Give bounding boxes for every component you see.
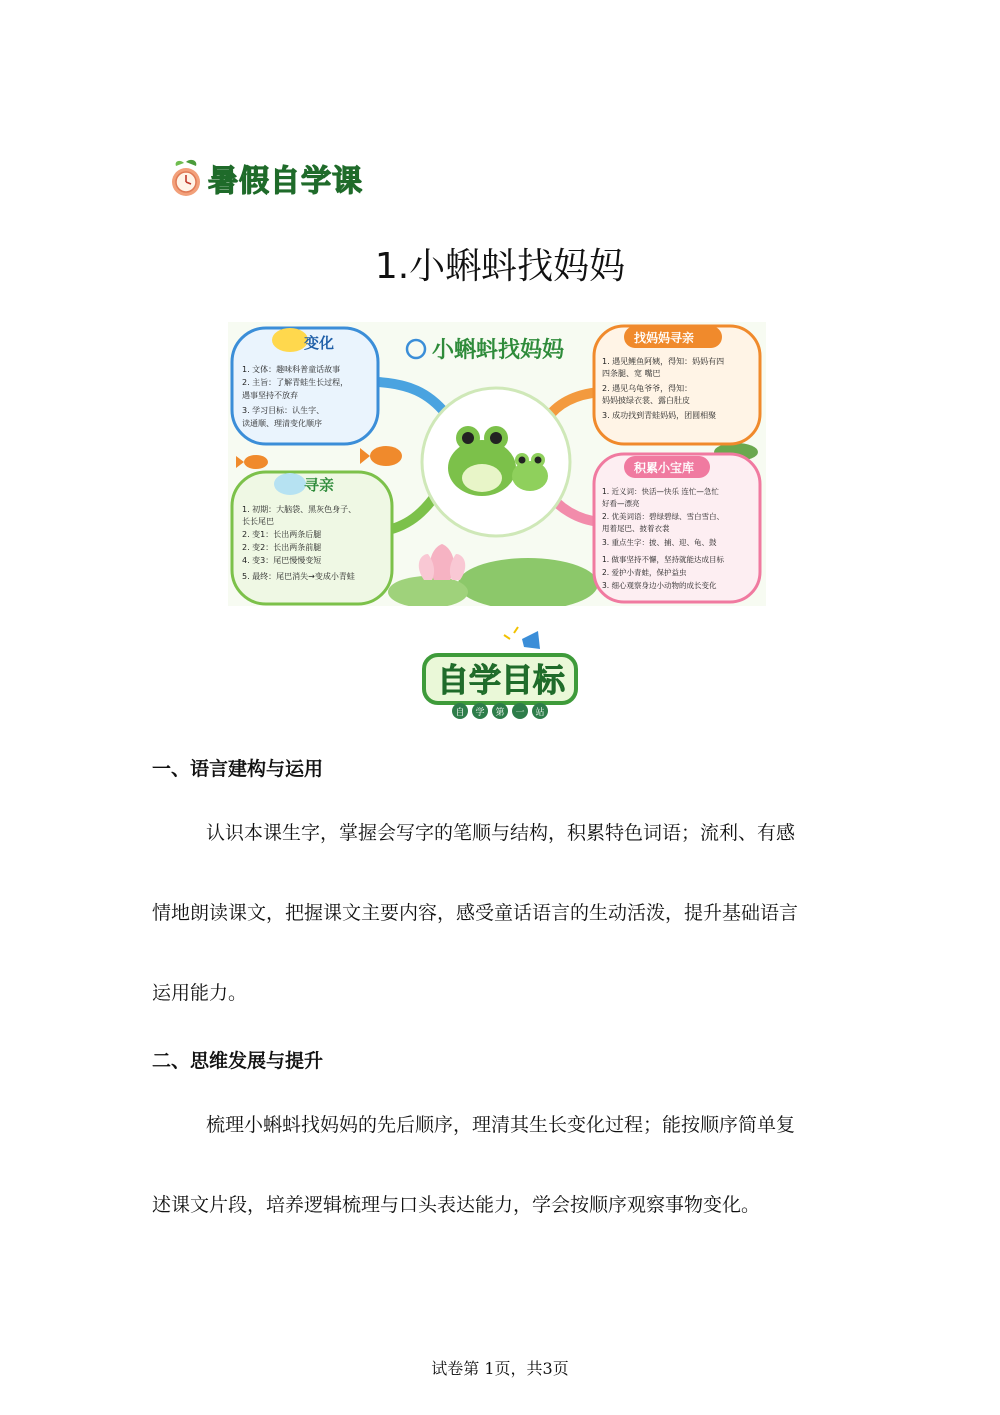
logo-text: 暑假自学课 bbox=[208, 164, 363, 199]
xunqin-line: 1. 初期：大脑袋、黑灰色身子、 bbox=[242, 505, 357, 514]
bianhua-heading: 变化 bbox=[304, 334, 335, 352]
badge-char: 学 bbox=[475, 708, 485, 718]
zhaomama-line: 1. 遇见鲤鱼阿姨，得知：妈妈有四 bbox=[602, 357, 725, 366]
jilei-line: 1. 近义词：快活—快乐 连忙—急忙 bbox=[602, 487, 719, 496]
header-logo bbox=[168, 156, 363, 200]
xunqin-line: 长长尾巴 bbox=[242, 517, 274, 526]
jilei-line: 1. 做事坚持不懈，坚持就能达成目标 bbox=[602, 555, 725, 564]
jilei-line: 甩着尾巴、披着衣裳 bbox=[602, 524, 670, 533]
zhaomama-heading: 找妈妈寻亲 bbox=[634, 331, 695, 345]
badge-main-text: 自学目标 bbox=[436, 661, 566, 699]
zhaomama-line: 2. 遇见乌龟爷爷，得知： bbox=[602, 384, 693, 393]
self-study-badge bbox=[418, 625, 584, 725]
badge-char: 第 bbox=[495, 708, 505, 718]
bianhua-line: 遇事坚持不放弃 bbox=[242, 391, 298, 400]
jilei-line: 3. 细心观察身边小动物的成长变化 bbox=[602, 581, 717, 590]
bianhua-line: 1. 文体：趣味科普童话故事 bbox=[242, 365, 341, 374]
xunqin-heading: 寻亲 bbox=[304, 476, 335, 494]
bianhua-line: 3. 学习目标：认生字、 bbox=[242, 406, 325, 415]
mindmap-center-title: 小蝌蚪找妈妈 bbox=[432, 338, 565, 363]
xunqin-line: 5. 最终：尾巴消失→变成小青蛙 bbox=[242, 572, 355, 581]
xunqin-line: 2. 变2：长出两条前腿 bbox=[242, 543, 322, 552]
jilei-line: 2. 优美词语：碧绿碧绿、雪白雪白、 bbox=[602, 512, 725, 521]
zhaomama-line: 3. 成功找到青蛙妈妈，团圆相聚 bbox=[602, 411, 717, 420]
zhaomama-line: 妈妈披绿衣裳、露白肚皮 bbox=[602, 396, 690, 405]
jilei-line: 2. 爱护小青蛙，保护益虫 bbox=[602, 568, 687, 577]
paragraph-line: 述课文片段，培养逻辑梳理与口头表达能力，学会按顺序观察事物变化。 bbox=[152, 1194, 761, 1216]
section-paragraph bbox=[152, 793, 852, 1033]
page-title: 1.小蝌蚪找妈妈 bbox=[374, 246, 626, 287]
clock-flower-icon bbox=[168, 158, 204, 198]
mindmap-illustration bbox=[228, 322, 766, 606]
badge-char: 一 bbox=[515, 708, 525, 718]
paragraph-line: 梳理小蝌蚪找妈妈的先后顺序，理清其生长变化过程；能按顺序简单复 bbox=[206, 1114, 796, 1136]
xunqin-line: 4. 变3：尾巴慢慢变短 bbox=[242, 556, 322, 565]
jilei-heading: 积累小宝库 bbox=[634, 461, 695, 475]
badge-chars bbox=[452, 703, 548, 719]
bianhua-line: 2. 主旨：了解青蛙生长过程， bbox=[242, 378, 349, 387]
paragraph-line: 情地朗读课文，把握课文主要内容，感受童话语言的生动活泼，提升基础语言 bbox=[152, 902, 799, 924]
section-heading: 二、思维发展与提升 bbox=[152, 1050, 324, 1072]
section-heading: 一、语言建构与运用 bbox=[152, 758, 324, 780]
jilei-line: 3. 重点生字：披、捕、迎、龟、鼓 bbox=[602, 538, 717, 547]
bianhua-line: 读通顺、理清变化顺序 bbox=[242, 419, 322, 428]
bubble-xunqin bbox=[232, 472, 392, 604]
jilei-line: 好看—漂亮 bbox=[602, 499, 640, 508]
xunqin-line: 2. 变1：长出两条后腿 bbox=[242, 530, 322, 539]
bubble-bianhua bbox=[232, 328, 378, 444]
badge-char: 站 bbox=[535, 708, 545, 718]
section-paragraph bbox=[152, 1085, 852, 1245]
megaphone-icon bbox=[504, 627, 540, 649]
paragraph-line: 认识本课生字，掌握会写字的笔顺与结构，积累特色词语；流利、有感 bbox=[206, 822, 796, 844]
zhaomama-line: 四条腿、宽 嘴巴 bbox=[602, 369, 661, 378]
bubble-jilei bbox=[594, 454, 760, 602]
bubble-zhaomama bbox=[594, 326, 760, 444]
paragraph-line: 运用能力。 bbox=[152, 982, 248, 1004]
badge-char: 自 bbox=[455, 708, 465, 718]
page-footer: 试卷第 1页，共3页 bbox=[431, 1359, 569, 1378]
